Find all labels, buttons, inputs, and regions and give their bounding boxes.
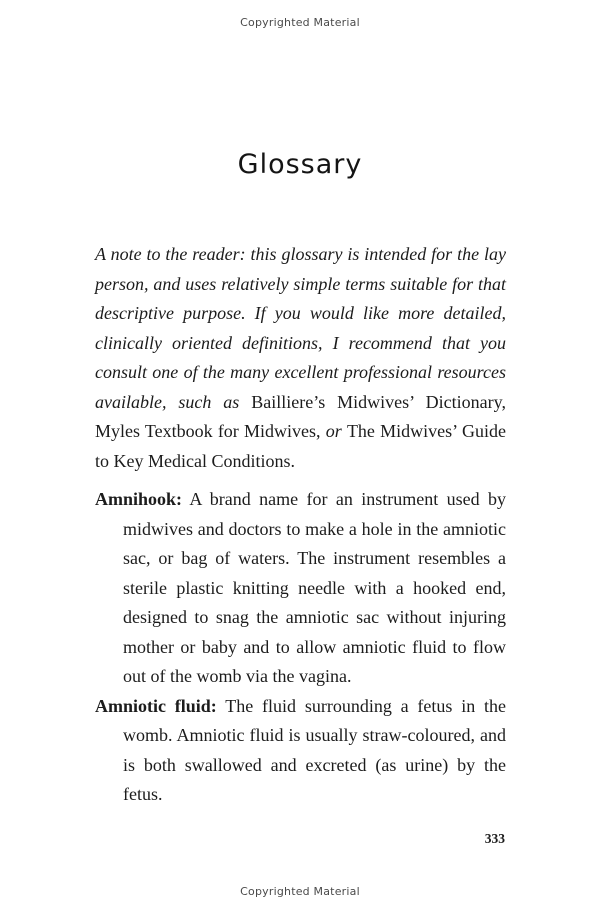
- reader-note-book-titles-1: Bailliere’s Midwives’ Dictionary, Myles Textbook for Midwives,: [95, 391, 506, 441]
- reader-note-italic-segment-1: A note to the reader: this glossary is intended for the lay person, and uses relatively simple terms suitable for that descriptive purpose. If you would like more detailed, clinically oriented definitions, I recommend that you consult one of the many excellent professional resources available, such as: [95, 244, 506, 412]
- reader-note: [95, 240, 506, 476]
- page-title: Glossary: [237, 149, 363, 180]
- reader-note-italic-segment-2: or: [320, 421, 347, 441]
- glossary-entry-amniotic-fluid: [95, 692, 506, 810]
- copyright-notice-top: Copyrighted Material: [240, 16, 360, 29]
- glossary-entries: [95, 485, 506, 810]
- page-number: 333: [484, 831, 505, 846]
- copyright-notice-bottom: Copyrighted Material: [240, 885, 360, 898]
- glossary-entry-amnihook: [95, 485, 506, 692]
- entry-definition: The fluid surrounding a fetus in the womb. Amniotic fluid is usually straw-coloured, and is both swallowed and excreted (as urine) by the fetus.: [123, 695, 506, 804]
- entry-definition: A brand name for an instrument used by midwives and doctors to make a hole in the amniotic sac, or bag of waters. The instrument resembles a sterile plastic knitting needle with a hooked end, designed to snag the amniotic sac without injuring mother or baby and to allow amniotic fluid to flow out of the womb via the vagina.: [123, 489, 506, 686]
- page-content: [95, 240, 506, 810]
- entry-term: Amniotic fluid:: [95, 695, 217, 716]
- entry-term: Amnihook:: [95, 489, 183, 509]
- reader-note-book-titles-2: The Midwives’ Guide to Key Medical Conditions.: [95, 421, 506, 471]
